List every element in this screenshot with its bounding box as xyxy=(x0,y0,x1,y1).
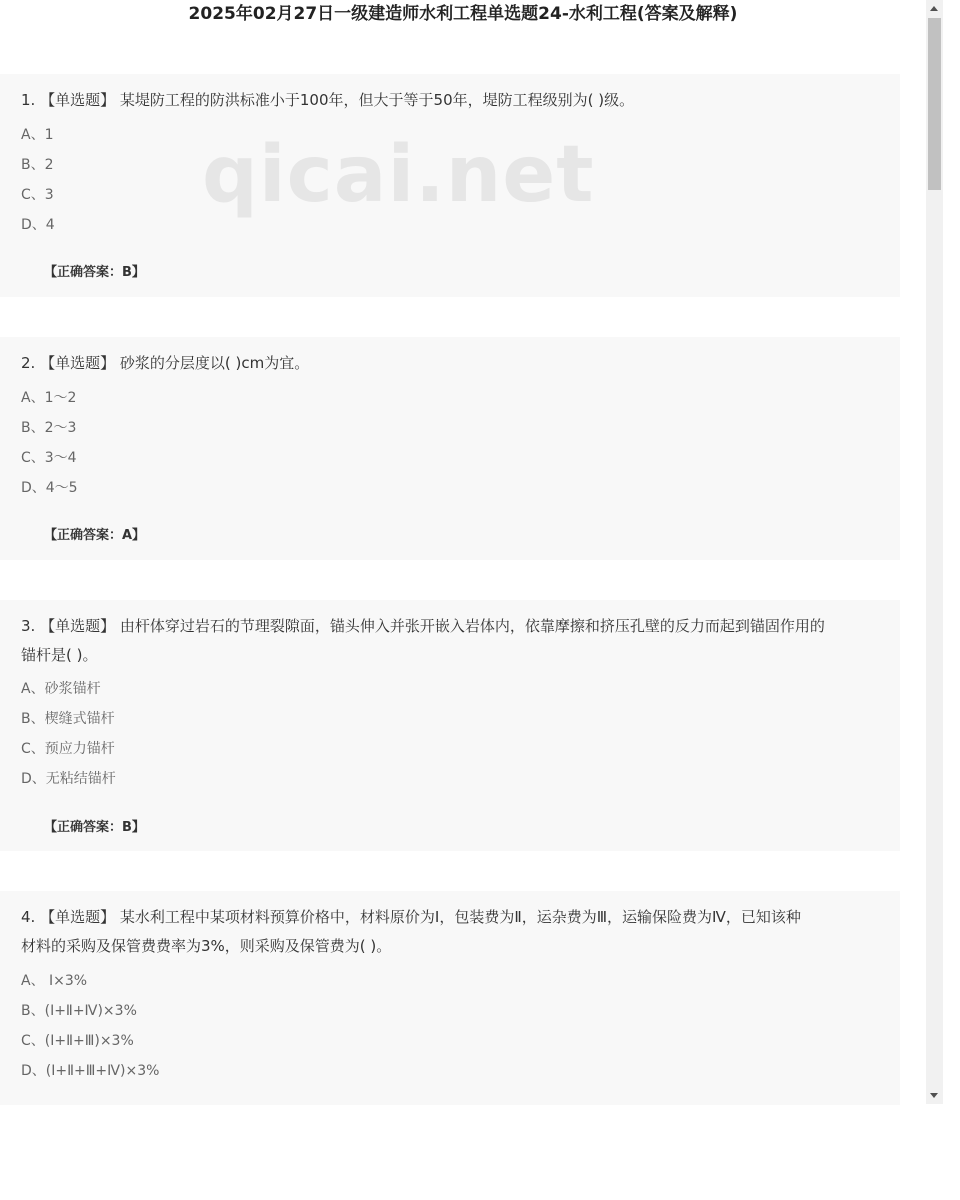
question-type: 【单选题】 xyxy=(40,91,116,109)
question-card-3 xyxy=(0,600,900,851)
question-type: 【单选题】 xyxy=(40,617,116,635)
option-b: B、2 xyxy=(21,157,54,173)
option-a: A、 Ⅰ×3% xyxy=(21,973,88,989)
question-text: 某堤防工程的防洪标准小于100年，但大于等于50年，堤防工程级别为( )级。 xyxy=(119,91,635,109)
option-b: B、(Ⅰ+Ⅱ+Ⅳ)×3% xyxy=(21,1003,137,1019)
option-c: C、3～4 xyxy=(21,450,77,466)
question-stem-4 xyxy=(21,903,882,961)
watermark: qicai.net xyxy=(202,130,595,220)
option-c: C、(Ⅰ+Ⅱ+Ⅲ)×3% xyxy=(21,1033,134,1049)
question-text-line-2: 材料的采购及保管费费率为3%，则采购及保管费为( )。 xyxy=(21,937,392,955)
option-c: C、3 xyxy=(21,187,54,203)
option-d: D、4～5 xyxy=(21,480,78,496)
question-text: 砂浆的分层度以( )cm为宜。 xyxy=(119,354,310,372)
correct-answer: 【正确答案：B】 xyxy=(44,820,145,835)
correct-answer: 【正确答案：A】 xyxy=(44,528,146,543)
question-stem-2 xyxy=(21,349,882,378)
question-card-4 xyxy=(0,891,900,1105)
vertical-scrollbar[interactable] xyxy=(926,0,943,1104)
question-text-line-1: 由杆体穿过岩石的节理裂隙面，锚头伸入并张开嵌入岩体内，依靠摩擦和挤压孔壁的反力而起到锚固作用的 xyxy=(119,617,825,635)
question-number: 4. xyxy=(21,908,36,926)
option-d: D、4 xyxy=(21,217,55,233)
question-number: 3. xyxy=(21,617,36,635)
scroll-up-arrow-icon[interactable] xyxy=(930,6,938,11)
option-a: A、砂浆锚杆 xyxy=(21,681,101,697)
scrollbar-thumb[interactable] xyxy=(928,18,941,190)
option-c: C、预应力锚杆 xyxy=(21,741,115,757)
question-stem-3 xyxy=(21,612,882,670)
scroll-down-arrow-icon[interactable] xyxy=(930,1093,938,1098)
question-card-2 xyxy=(0,337,900,560)
option-b: B、楔缝式锚杆 xyxy=(21,711,115,727)
option-b: B、2～3 xyxy=(21,420,77,436)
question-type: 【单选题】 xyxy=(40,908,116,926)
question-stem-1 xyxy=(21,86,882,115)
question-number: 1. xyxy=(21,91,36,109)
option-d: D、(Ⅰ+Ⅱ+Ⅲ+Ⅳ)×3% xyxy=(21,1063,160,1079)
correct-answer: 【正确答案：B】 xyxy=(44,265,145,280)
option-a: A、1 xyxy=(21,127,54,143)
option-a: A、1～2 xyxy=(21,390,77,406)
question-type: 【单选题】 xyxy=(40,354,116,372)
option-d: D、无粘结锚杆 xyxy=(21,771,116,787)
question-text-line-2: 锚杆是( )。 xyxy=(21,646,98,664)
question-text-line-1: 某水利工程中某项材料预算价格中，材料原价为Ⅰ，包装费为Ⅱ，运杂费为Ⅲ，运输保险费为Ⅳ，已知该种 xyxy=(119,908,801,926)
page-title: 2025年02月27日一级建造师水利工程单选题24-水利工程(答案及解释) xyxy=(188,4,738,24)
question-number: 2. xyxy=(21,354,36,372)
